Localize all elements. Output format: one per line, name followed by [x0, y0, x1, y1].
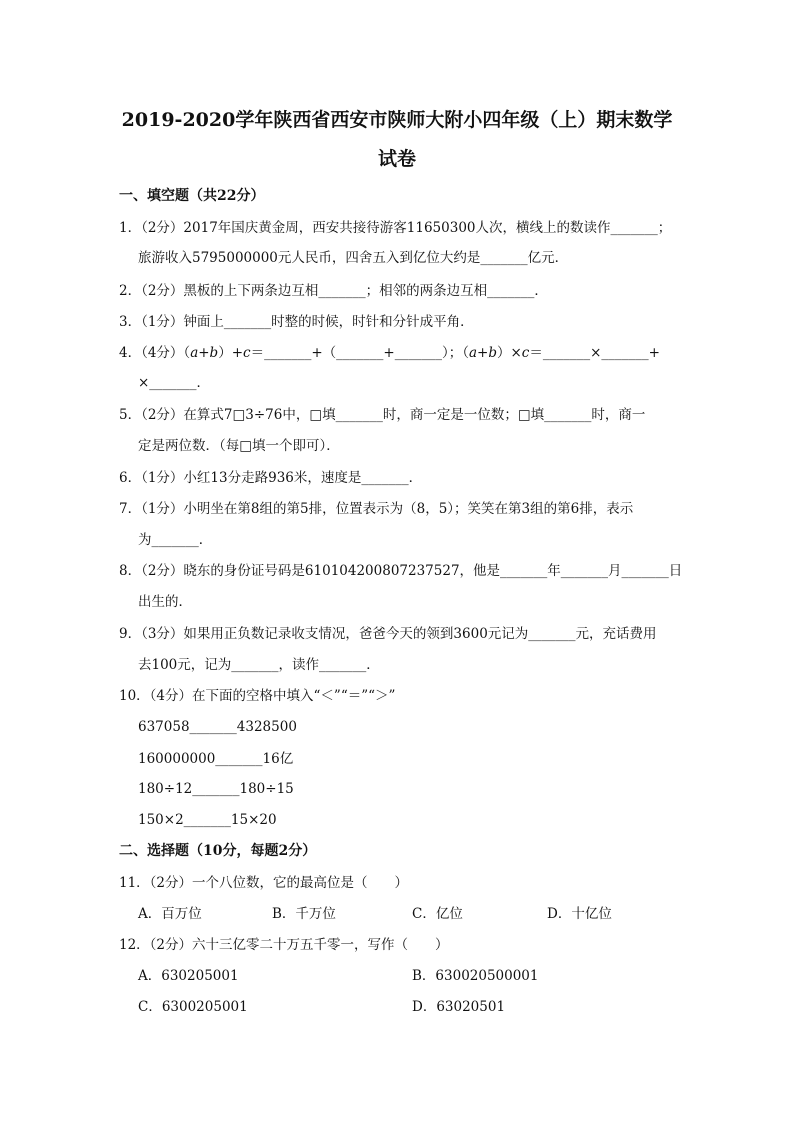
question-12-option-c: C．6300205001 — [138, 999, 248, 1015]
question-10-item-2: 160000000_______16亿 — [138, 751, 294, 767]
page-title-line2: 试卷 — [377, 148, 416, 170]
question-1-line2: 旅游收入5795000000元人民币，四舍五入到亿位大约是_______亿元． — [138, 250, 569, 266]
question-2: 2．（2分）黑板的上下两条边互相_______；相邻的两条边互相_______． — [119, 283, 548, 299]
question-10-item-3: 180÷12_______180÷15 — [138, 781, 294, 797]
question-3: 3．（1分）钟面上_______时整的时候，时针和分针成平角． — [119, 314, 474, 330]
question-12-option-b: B．630020500001 — [412, 968, 539, 984]
question-8-line2: 出生的． — [138, 594, 192, 610]
section-fill-in: 一、填空题（共22分） — [119, 188, 265, 204]
question-10-item-1: 637058_______4328500 — [138, 719, 297, 735]
section-multiple-choice: 二、选择题（10分，每题2分） — [119, 843, 317, 859]
question-1-line1: 1．（2分）2017年国庆黄金周，西安共接待游客11650300人次，横线上的数读作_______； — [119, 220, 672, 236]
question-11-option-d: D．十亿位 — [547, 906, 612, 922]
question-11-option-c: C．亿位 — [412, 906, 463, 922]
question-11-option-a: A．百万位 — [138, 906, 202, 922]
question-8-line1: 8．（2分）晓东的身份证号码是610104200807237527，他是_______年_______月_______日 — [119, 563, 683, 579]
question-12-option-d: D．63020501 — [412, 999, 506, 1015]
question-5-line2: 定是两位数．（每□填一个即可）． — [138, 438, 340, 454]
question-9-line1: 9．（3分）如果用正负数记录收支情况，爸爸今天的领到3600元记为_______元，充话费用 — [119, 626, 657, 642]
question-12: 12．（2分）六十三亿零二十万五千零一，写作（ ） — [119, 937, 449, 953]
question-11: 11．（2分）一个八位数，它的最高位是（ ） — [119, 875, 409, 891]
question-4-line1: 4．（4分）（a+b）+c＝_______+（_______+_______）；（a+b）×c＝_______×_______+ — [119, 345, 660, 361]
question-10: 10．（4分）在下面的空格中填入“＜”“＝”“＞” — [119, 688, 396, 704]
question-5-line1: 5．（2分）在算式7□3÷76中，□填_______时，商一定是一位数；□填_______时，商一 — [119, 407, 646, 423]
question-10-item-4: 150×2_______15×20 — [138, 812, 277, 828]
question-7-line2: 为_______． — [138, 532, 213, 548]
question-9-line2: 去100元，记为_______，读作_______． — [138, 657, 380, 673]
question-7-line1: 7．（1分）小明坐在第8组的第5排，位置表示为（8，5）；笑笑在第3组的第6排，表示 — [119, 501, 634, 517]
page-title-line1: 2019-2020学年陕西省西安市陕师大附小四年级（上）期末数学 — [121, 109, 673, 131]
question-12-option-a: A．630205001 — [138, 968, 239, 984]
question-11-option-b: B．千万位 — [272, 906, 336, 922]
question-4-line2: ×_______． — [138, 375, 211, 391]
question-6: 6．（1分）小红13分走路936米，速度是_______． — [119, 470, 423, 486]
